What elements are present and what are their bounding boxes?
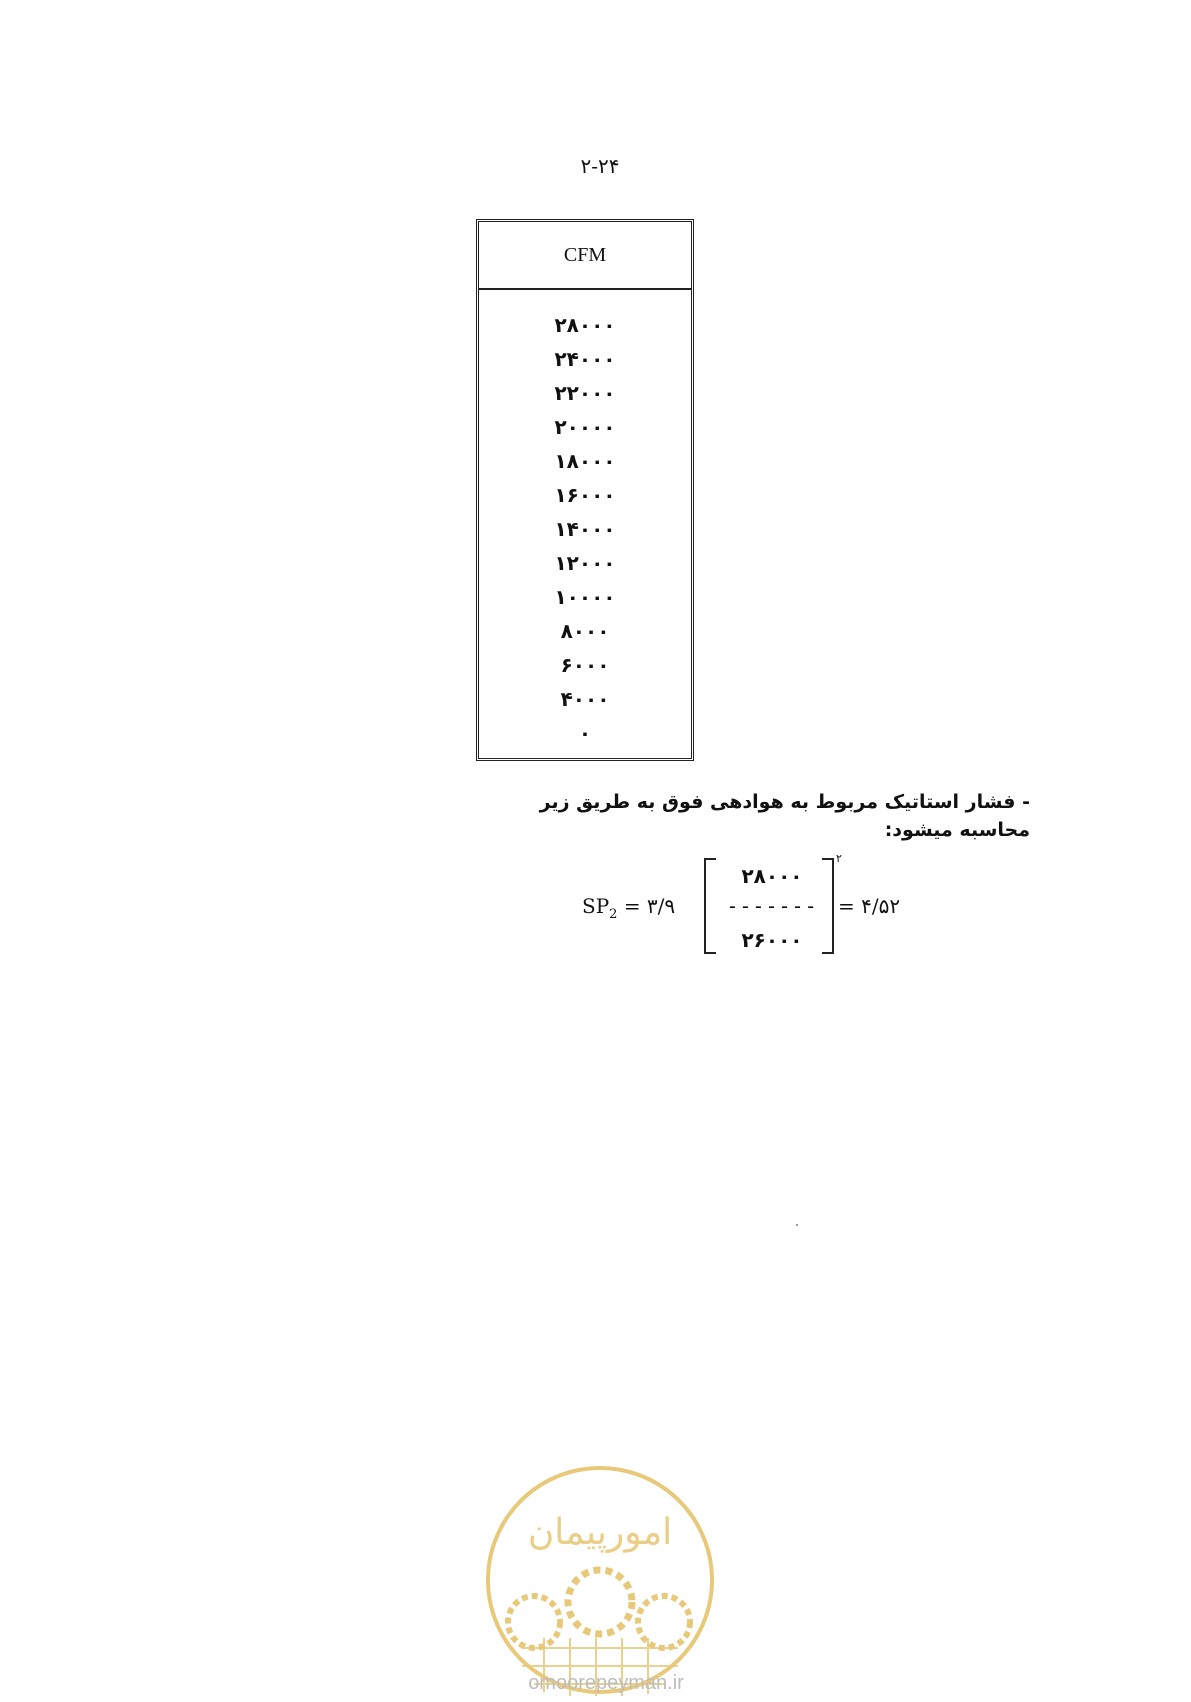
formula-numerator: ۲۸۰۰۰ bbox=[741, 864, 803, 888]
formula-lhs bbox=[582, 894, 675, 922]
fraction-bar: ------- bbox=[726, 894, 818, 918]
page-number: ۲-۲۴ bbox=[580, 154, 620, 178]
table-row: ۰ bbox=[578, 721, 592, 745]
left-bracket bbox=[704, 858, 716, 954]
formula-result: = ۴/۵۲ bbox=[838, 894, 901, 918]
watermark-seal-icon bbox=[482, 1462, 718, 1698]
table-row: ۱۶۰۰۰ bbox=[554, 483, 616, 507]
formula-denominator: ۲۶۰۰۰ bbox=[741, 928, 803, 952]
cfm-table bbox=[476, 219, 694, 761]
table-header: CFM bbox=[479, 222, 691, 290]
watermark-site: omoorepeyman.ir bbox=[528, 1672, 684, 1694]
formula-subscript: 2 bbox=[609, 907, 618, 922]
formula-symbol: SP bbox=[582, 894, 610, 918]
table-row: ۲۸۰۰۰ bbox=[554, 313, 616, 337]
right-bracket bbox=[822, 858, 834, 954]
static-pressure-formula bbox=[582, 852, 942, 962]
table-row: ۱۲۰۰۰ bbox=[554, 551, 616, 575]
svg-text:امورپیمان: امورپیمان bbox=[527, 1512, 673, 1553]
formula-coefficient: = ۳/۹ bbox=[623, 894, 676, 918]
cfm-value-list bbox=[479, 290, 691, 750]
table-row: ۶۰۰۰ bbox=[560, 653, 610, 677]
watermark-logo bbox=[482, 1462, 718, 1698]
table-row: ۱۰۰۰۰ bbox=[554, 585, 616, 609]
table-row: ۲۲۰۰۰ bbox=[554, 381, 616, 405]
table-row: ۸۰۰۰ bbox=[560, 619, 610, 643]
table-row: ۲۴۰۰۰ bbox=[554, 347, 616, 371]
note-text: - فشار استاتیک مربوط به هوادهی فوق به طریق زیر محاسبه میشود: bbox=[539, 791, 1030, 841]
table-row: ۱۴۰۰۰ bbox=[554, 517, 616, 541]
table-row: ۱۸۰۰۰ bbox=[554, 449, 616, 473]
formula-exponent: ۲ bbox=[836, 852, 842, 865]
table-row: ۴۰۰۰ bbox=[560, 687, 610, 711]
stray-dot bbox=[796, 1224, 798, 1226]
table-row: ۲۰۰۰۰ bbox=[554, 415, 616, 439]
